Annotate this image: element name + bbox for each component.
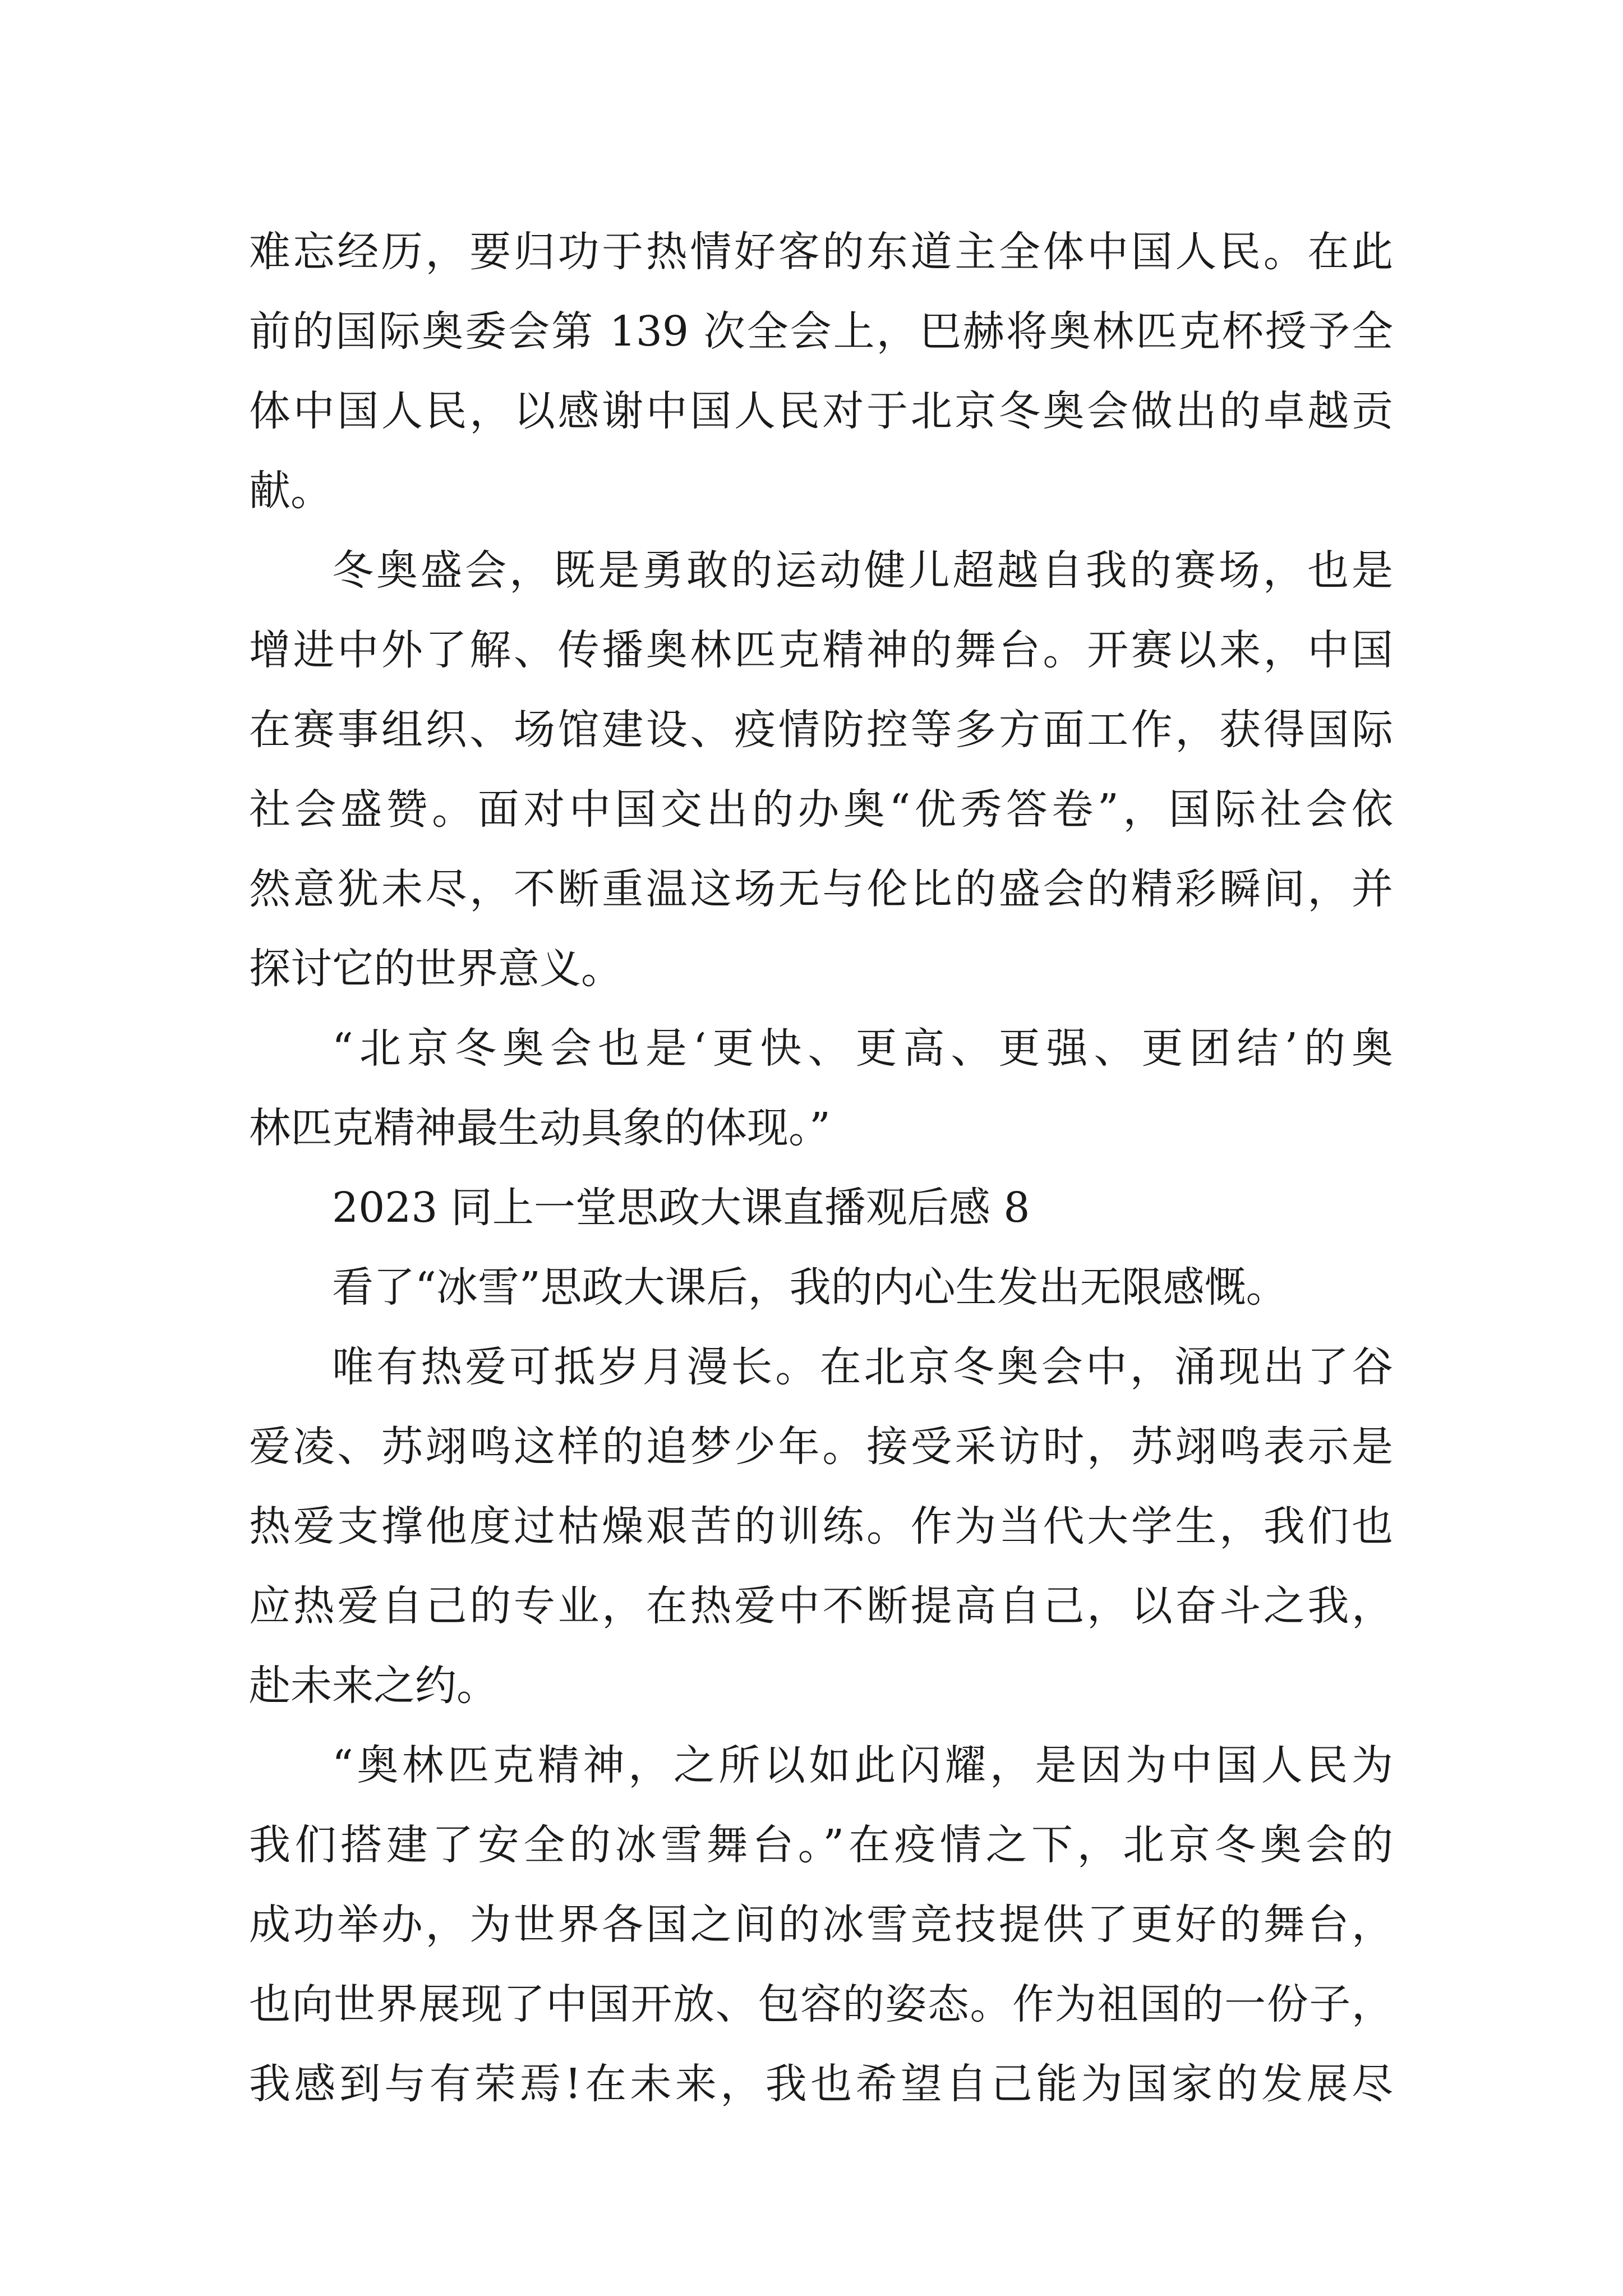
text-line: 我感到与有荣焉!在未来，我也希望自己能为国家的发展尽 xyxy=(249,2060,1393,2108)
text-line: 探讨它的世界意义。 xyxy=(249,945,623,993)
text-line: 热爱支撑他度过枯燥艰苦的训练。作为当代大学生，我们也 xyxy=(249,1502,1393,1550)
text-line: 增进中外了解、传播奥林匹克精神的舞台。开赛以来，中国 xyxy=(249,626,1393,674)
text-line: 赴未来之约。 xyxy=(249,1662,498,1710)
text-line: 前的国际奥委会第 139 次全会上，巴赫将奥林匹克杯授予全 xyxy=(249,307,1393,356)
text-line: “北京冬奥会也是‘更快、更高、更强、更团结’的奥 xyxy=(332,1024,1393,1073)
text-line: 也向世界展现了中国开放、包容的姿态。作为祖国的一份子， xyxy=(249,1980,1393,2028)
text-line: 唯有热爱可抵岁月漫长。在北京冬奥会中，涌现出了谷 xyxy=(332,1343,1393,1391)
text-line: 献。 xyxy=(249,467,332,515)
text-line: 我们搭建了安全的冰雪舞台。”在疫情之下，北京冬奥会的 xyxy=(249,1821,1393,1869)
text-line: 社会盛赞。面对中国交出的办奥“优秀答卷”，国际社会依 xyxy=(249,785,1393,834)
text-line: 体中国人民，以感谢中国人民对于北京冬奥会做出的卓越贡 xyxy=(249,387,1393,435)
text-line: 然意犹未尽，不断重温这场无与伦比的盛会的精彩瞬间，并 xyxy=(249,865,1393,913)
text-line: 应热爱自己的专业，在热爱中不断提高自己，以奋斗之我， xyxy=(249,1582,1393,1630)
section-heading: 2023 同上一堂思政大课直播观后感 8 xyxy=(332,1184,1030,1232)
text-line: 难忘经历，要归功于热情好客的东道主全体中国人民。在此 xyxy=(249,228,1393,276)
text-line: 看了“冰雪”思政大课后，我的内心生发出无限感慨。 xyxy=(332,1263,1288,1312)
text-line: “奥林匹克精神，之所以如此闪耀，是因为中国人民为 xyxy=(332,1741,1393,1789)
document-body xyxy=(249,212,1393,2124)
text-line: 在赛事组织、场馆建设、疫情防控等多方面工作，获得国际 xyxy=(249,706,1393,754)
text-line: 爱凌、苏翊鸣这样的追梦少年。接受采访时，苏翊鸣表示是 xyxy=(249,1423,1393,1471)
text-line: 成功举办，为世界各国之间的冰雪竞技提供了更好的舞台， xyxy=(249,1901,1393,1949)
text-line: 冬奥盛会，既是勇敢的运动健儿超越自我的赛场，也是 xyxy=(332,546,1393,595)
text-line: 林匹克精神最生动具象的体现。” xyxy=(249,1104,831,1152)
